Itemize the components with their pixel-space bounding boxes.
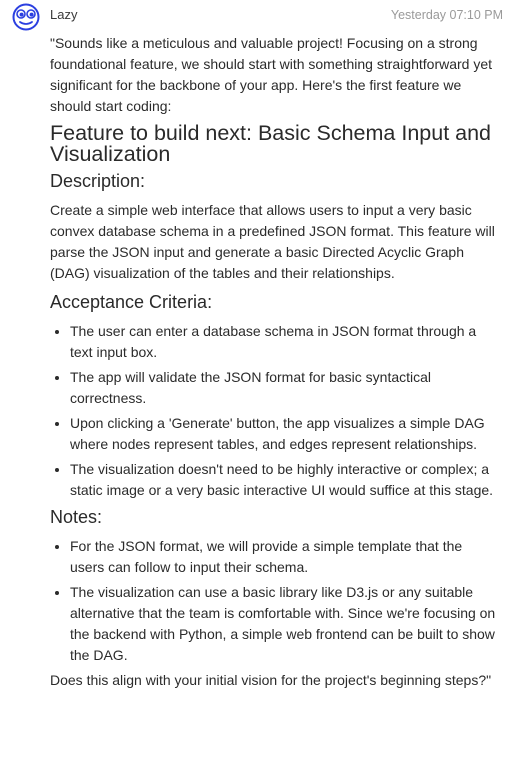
list-item: • The visualization doesn't need to be highly interactive or complex; a static image or a very basic interactive UI would suffice at this stage. [70,459,500,501]
description-heading: Description: [50,171,146,191]
description-paragraph: Create a simple web interface that allows users to input a very basic convex database schema in a predefined JSON format. This feature will parse the JSON input and generate a basic Directed Acyclic Graph (DAG) visualization of the tables and their relationships. [50,202,495,281]
list-item: • The visualization can use a basic library like D3.js or any suitable alternative that the team is comfortable with. Since we're focusing on the backend with Python, a simple web frontend can be built to show the DAG. [70,582,500,666]
smiley-face-icon[interactable] [12,3,40,31]
message-body [50,33,500,691]
message-timestamp: Yesterday 07:10 PM [390,8,503,22]
feature-heading: Feature to build next: Basic Schema Input and Visualization [50,121,492,166]
acceptance-criteria-list [50,321,500,501]
list-item: • For the JSON format, we will provide a simple template that the users can follow to input their schema. [70,536,500,578]
list-item: • The app will validate the JSON format for basic syntactical correctness. [70,367,500,409]
list-item: • The user can enter a database schema in JSON format through a text input box. [70,321,500,363]
notes-heading: Notes: [50,507,103,527]
acceptance-criteria-heading: Acceptance Criteria: [50,292,213,312]
notes-list [50,536,500,666]
closing-paragraph: Does this align with your initial vision for the project's beginning steps?" [50,672,492,688]
author-name: Lazy [50,7,78,22]
intro-paragraph: "Sounds like a meticulous and valuable project! Focusing on a strong foundational feature, we should start with something straightforward yet significant for the backbone of your app. Here's the first feature we should start coding: [50,35,493,114]
list-item: • Upon clicking a 'Generate' button, the app visualizes a simple DAG where nodes represent tables, and edges represent relationships. [70,413,500,455]
